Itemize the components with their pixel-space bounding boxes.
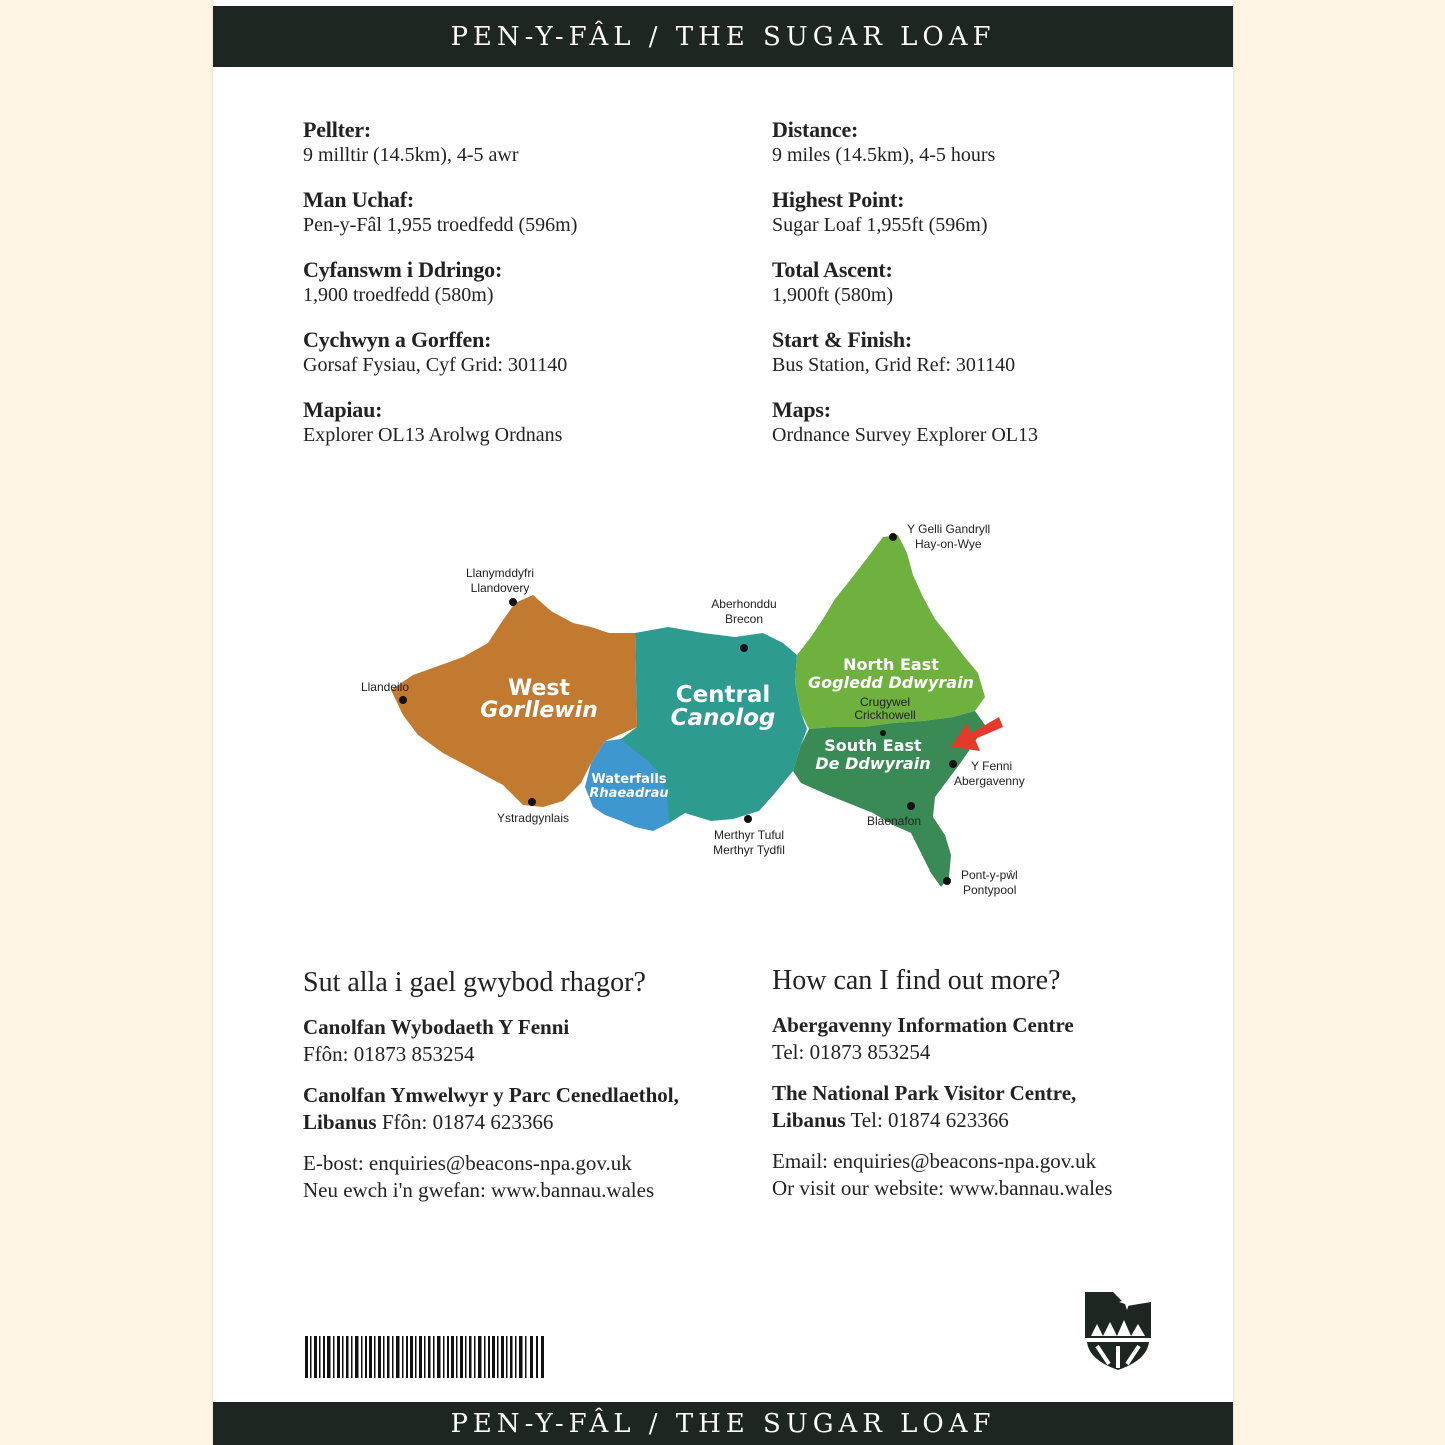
info-start-cy: Cychwyn a Gorffen: Gorsaf Fysiau, Cyf Grid: 301140 <box>303 327 568 376</box>
town-label-abergavenny-cy: Y Fenni <box>971 759 1013 773</box>
town-label-merthyr-cy: Merthyr Tuful <box>713 828 785 842</box>
town-label-pontypool-cy: Pont-y-pŵl <box>961 868 1018 882</box>
info-ascent-cy: Cyfanswm i Ddringo: 1,900 troedfedd (580m) <box>303 257 503 306</box>
town-dot-llandeilo <box>399 696 407 704</box>
info-ascent-en: Total Ascent: 1,900ft (580m) <box>772 257 894 306</box>
region-map <box>323 515 1043 905</box>
town-dot-llandovery <box>509 598 517 606</box>
region-label-south-east: South East <box>824 736 922 755</box>
region-map-svg <box>323 515 1043 905</box>
town-label-abergavenny-en: Abergavenny <box>954 774 1025 788</box>
region-label-rhaeadrau: Rhaeadrau <box>589 786 669 801</box>
contact-centre1-cy: Canolfan Wybodaeth Y Fenni Ffôn: 01873 853254 <box>303 1015 570 1066</box>
info-welsh <box>303 116 743 466</box>
info-english <box>772 116 1212 466</box>
contact-tel-en: Tel: 01874 623366 <box>850 1108 1009 1132</box>
town-label-brecon-cy: Aberhonddu <box>711 597 777 611</box>
town-dot-crickhowell <box>880 730 886 736</box>
footer-title: PEN-Y-FÂL / THE SUGAR LOAF <box>450 1408 996 1439</box>
contact-centre2-en: The National Park Visitor Centre, Libanus Tel: 01874 623366 <box>772 1081 1077 1132</box>
info-maps-en: Maps: Ordnance Survey Explorer OL13 <box>772 397 1039 446</box>
town-label-llandovery-en: Llandovery <box>470 581 530 595</box>
info-start-en: Start & Finish: Bus Station, Grid Ref: 301140 <box>772 327 1016 376</box>
town-label-llandovery-cy: Llanymddyfri <box>465 566 535 580</box>
region-label-de-ddwyrain: De Ddwyrain <box>815 754 931 773</box>
town-label-llandeilo: Llandeilo <box>360 680 410 694</box>
header-band <box>213 6 1233 67</box>
region-label-west: West <box>507 676 571 701</box>
town-label-blaenafon: Blaenafon <box>866 814 922 828</box>
info-maps-cy: Mapiau: Explorer OL13 Arolwg Ordnans <box>303 397 563 446</box>
website-en[interactable]: Or visit our website: www.bannau.wales <box>772 1176 1113 1200</box>
info-distance-cy: Pellter: 9 milltir (14.5km), 4-5 awr <box>303 117 519 166</box>
region-label-gorllewin: Gorllewin <box>480 698 598 723</box>
contact-place-cy: Libanus <box>303 1110 377 1134</box>
town-label-crickhowell-cy: Crugywel <box>859 695 911 709</box>
contact-centre2-cy: Canolfan Ymwelwyr y Parc Cenedlaethol, Libanus Ffôn: 01874 623366 <box>303 1083 679 1134</box>
town-dot-pontypool <box>943 877 951 885</box>
website-cy[interactable]: Neu ewch i'n gwefan: www.bannau.wales <box>303 1178 655 1202</box>
town-dot-brecon <box>740 644 748 652</box>
town-label-crickhowell-en: Crickhowell <box>854 708 916 722</box>
region-label-canolog: Canolog <box>670 705 776 731</box>
more-info-welsh <box>303 966 753 1204</box>
town-dot-merthyr <box>744 815 752 823</box>
contact-place-en: Libanus <box>772 1108 846 1132</box>
region-label-north-east: North East <box>843 655 939 674</box>
more-title-cy: Sut alla i gael gwybod rhagor? <box>303 967 646 998</box>
info-highest-cy: Man Uchaf: Pen-y-Fâl 1,955 troedfedd (596m) <box>303 187 578 236</box>
town-dot-blaenafon <box>907 802 915 810</box>
town-label-merthyr-en: Merthyr Tydfil <box>713 843 785 857</box>
more-info-english <box>772 964 1222 1202</box>
region-label-gogledd-ddwyrain: Gogledd Ddwyrain <box>808 673 974 692</box>
more-title-en: How can I find out more? <box>772 965 1061 996</box>
header-title: PEN-Y-FÂL / THE SUGAR LOAF <box>450 21 996 52</box>
town-dot-abergavenny <box>949 760 957 768</box>
info-distance-en: Distance: 9 miles (14.5km), 4-5 hours <box>772 117 996 166</box>
national-park-logo-icon <box>1083 1290 1153 1372</box>
footer-band <box>213 1402 1233 1445</box>
leaflet-page <box>213 0 1233 1445</box>
info-highest-en: Highest Point: Sugar Loaf 1,955ft (596m) <box>772 187 988 236</box>
town-label-brecon-en: Brecon <box>724 612 764 626</box>
town-label-hay-en: Hay-on-Wye <box>915 537 982 551</box>
barcode-icon <box>305 1336 545 1378</box>
town-dot-hay <box>889 533 897 541</box>
contact-tel-cy: Ffôn: 01874 623366 <box>381 1110 554 1134</box>
email-en[interactable]: Email: enquiries@beacons-npa.gov.uk <box>772 1149 1097 1173</box>
town-label-pontypool-en: Pontypool <box>963 883 1017 897</box>
region-label-central: Central <box>675 682 771 708</box>
town-label-hay-cy: Y Gelli Gandryll <box>907 522 991 536</box>
region-label-waterfalls: Waterfalls <box>591 772 667 787</box>
contact-centre1-en: Abergavenny Information Centre Tel: 01873 853254 <box>772 1013 1074 1064</box>
town-dot-ystradgynlais <box>528 798 536 806</box>
town-label-ystradgynlais: Ystradgynlais <box>496 811 570 825</box>
email-cy[interactable]: E-bost: enquiries@beacons-npa.gov.uk <box>303 1151 632 1175</box>
